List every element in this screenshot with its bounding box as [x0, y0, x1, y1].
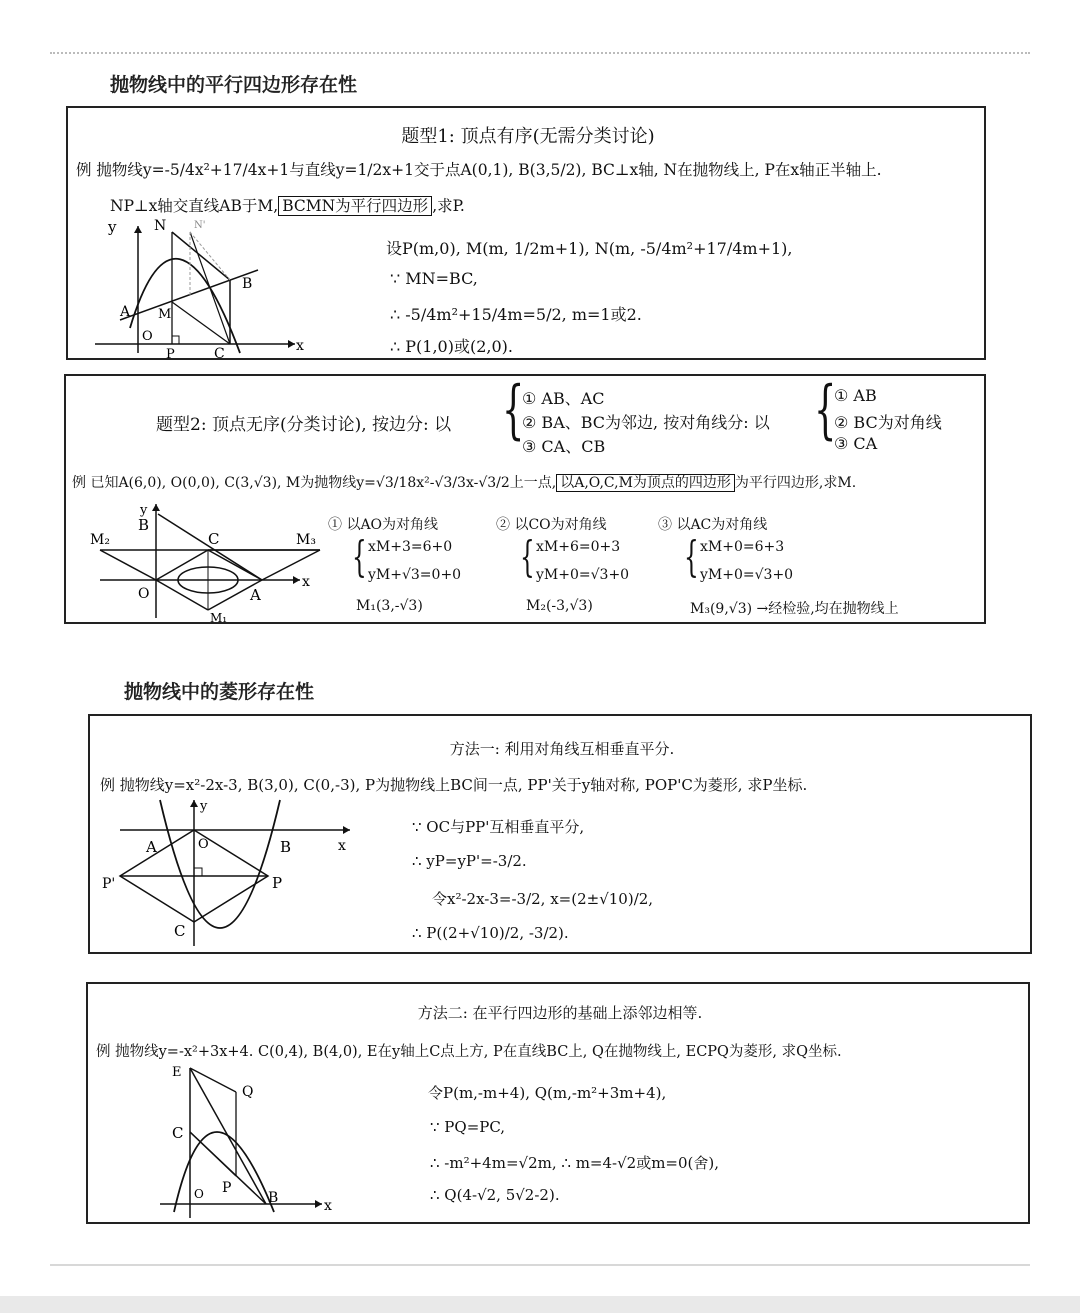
label-m2: M₂ [90, 532, 110, 548]
y-axis-arrow [134, 226, 142, 233]
label-x: x [338, 838, 346, 854]
segment-cb [194, 876, 268, 922]
segment-oc [156, 550, 208, 580]
method2-solution-4: ∴ Q(4-√2, 5√2-2). [430, 1186, 560, 1204]
method1-solution-3: 令x²-2x-3=-3/2, x=(2±√10)/2, [432, 890, 654, 908]
label-a: A [250, 586, 261, 604]
case2-eq1: xM+6=0+3 [536, 539, 621, 555]
x-axis-arrow [343, 826, 350, 834]
label-x: x [324, 1198, 332, 1214]
type2-example [72, 472, 856, 492]
label-m3: M₃ [296, 532, 316, 548]
y-axis-arrow [190, 800, 198, 807]
label-q: Q [242, 1084, 254, 1100]
method1-figure [100, 796, 370, 954]
type1-example-line2 [110, 194, 465, 216]
label-o: O [194, 1187, 204, 1201]
box-method2 [86, 982, 1030, 1224]
label-c: C [174, 922, 186, 940]
type2-text: 题型2: 顶点无序(分类讨论), 按边分: 以 [156, 415, 452, 435]
box-method1 [88, 714, 1032, 954]
top-divider [50, 52, 1030, 54]
case2-result: M₂(-3,√3) [526, 598, 593, 614]
method2-solution-3: ∴ -m²+4m=√2m, ∴ m=4-√2或m=0(舍), [430, 1154, 720, 1172]
diag-option-3: ③ CA [834, 434, 878, 453]
method1-solution-1: ∵ OC与PP'互相垂直平分, [412, 818, 585, 836]
x-axis-arrow [293, 576, 300, 584]
method1-solution-2: ∴ yP=yP'=-3/2. [412, 852, 527, 870]
edge-option-2-text: ② BA、BC为邻边 [522, 413, 654, 432]
type1-title: 题型1: 顶点有序(无需分类讨论) [401, 126, 655, 147]
method2-solution-2: ∵ PQ=PC, [430, 1118, 506, 1136]
label-e: E [172, 1065, 182, 1080]
edge-option-1: ① AB、AC [522, 389, 605, 408]
type1-boxed-condition: BCMN为平行四边形 [278, 196, 432, 216]
segment-nprime-c [190, 232, 230, 344]
segment-ca [208, 550, 262, 580]
case2-brace: { [520, 532, 535, 581]
y-axis-arrow [152, 504, 160, 511]
parabola [160, 800, 283, 928]
label-b: B [268, 1190, 279, 1206]
case3-brace: { [684, 532, 699, 581]
edge-option-2 [522, 410, 770, 433]
method2-title: 方法二: 在平行四边形的基础上添邻边相等. [417, 1004, 703, 1022]
label-c: C [208, 530, 220, 548]
section-heading-parallelogram: 抛物线中的平行四边形存在性 [110, 74, 358, 96]
case1-brace: { [352, 532, 367, 581]
label-p: P [222, 1180, 232, 1196]
label-x: x [296, 338, 304, 354]
x-axis-arrow [288, 340, 295, 348]
section-heading-rhombus: 抛物线中的菱形存在性 [124, 681, 315, 703]
label-p: P [166, 347, 175, 358]
type1-example-line1: 例 抛物线y=-5/4x²+17/4x+1与直线y=1/2x+1交于点A(0,1), B(3,5/2), BC⊥x轴, N在抛物线上, P在x轴正半轴上. [76, 161, 882, 179]
type1-solution-4: ∴ P(1,0)或(2,0). [390, 337, 513, 356]
case3-eq2: yM+0=√3+0 [700, 567, 794, 583]
case3-result: M₃(9,√3) →经检验,均在抛物线上 [690, 601, 899, 617]
label-o: O [138, 586, 150, 602]
type2-example-pre: 例 已知A(6,0), O(0,0), C(3,√3), M为抛物线y=√3/18x²-√3/3x-√3/2上一点, [72, 475, 557, 491]
segment-om1 [156, 580, 208, 610]
label-o: O [142, 329, 153, 344]
x-axis-arrow [315, 1200, 322, 1208]
type1-figure [90, 218, 320, 358]
case2-eq2: yM+0=√3+0 [536, 567, 630, 583]
label-p: P [272, 874, 283, 892]
label-m: M [158, 307, 172, 322]
right-angle-mark [172, 336, 179, 344]
label-pprime: P' [102, 876, 116, 892]
case1-eq2: yM+√3=0+0 [368, 567, 462, 583]
type1-solution-1: 设P(m,0), M(m, 1/2m+1), N(m, -5/4m²+17/4m+1), [386, 239, 793, 258]
label-n: N [154, 218, 167, 234]
label-y: y [108, 218, 117, 236]
type1-solution-3: ∴ -5/4m²+15/4m=5/2, m=1或2. [390, 305, 642, 324]
label-y: y [140, 503, 148, 518]
method1-solution-4: ∴ P((2+√10)/2, -3/2). [412, 924, 569, 942]
method1-example: 例 抛物线y=x²-2x-3, B(3,0), C(0,-3), P为抛物线上BC间一点, PP'关于y轴对称, POP'C为菱形, 求P坐标. [100, 776, 808, 794]
segment-nb [172, 232, 230, 280]
label-a: A [146, 838, 157, 856]
label-m1: M₁ [210, 611, 228, 622]
case1-result: M₁(3,-√3) [356, 598, 423, 614]
segment-m2o [100, 550, 156, 580]
label-y: y [200, 799, 208, 814]
type1-solution-2: ∵ MN=BC, [390, 269, 478, 288]
method2-solution-1: 令P(m,-m+4), Q(m,-m²+3m+4), [428, 1084, 667, 1102]
box-type2 [64, 374, 986, 624]
case1-title: ① 以AO为对角线 [328, 517, 439, 533]
case3-title: ③ 以AC为对角线 [658, 517, 768, 533]
label-c: C [214, 346, 225, 358]
type2-boxed-condition: 以A,O,C,M为顶点的四边形 [556, 474, 735, 492]
diag-text: , 按对角线分: 以 [653, 413, 770, 432]
type2-example-post: 为平行四边形,求M. [734, 475, 857, 491]
brace-diag: { [814, 373, 837, 447]
label-a: A [120, 304, 131, 320]
brace-edge: { [502, 373, 525, 447]
edge-option-3: ③ CA、CB [522, 437, 606, 456]
segment-am3 [262, 550, 320, 580]
type1-example-line2-pre: NP⊥x轴交直线AB于M, [110, 197, 279, 215]
parabola [174, 1132, 274, 1212]
box-type1 [66, 106, 986, 360]
case1-eq1: xM+3=6+0 [368, 539, 453, 555]
segment-nprime-b [190, 232, 230, 280]
diag-option-2: ② BC为对角线 [834, 413, 942, 432]
label-nprime: N' [194, 220, 206, 231]
bottom-divider [50, 1264, 1030, 1266]
line-ab [120, 270, 258, 320]
method2-example: 例 抛物线y=-x²+3x+4. C(0,4), B(4,0), E在y轴上C点上方, P在直线BC上, Q在抛物线上, ECPQ为菱形, 求Q坐标. [96, 1044, 842, 1060]
method1-title: 方法一: 利用对角线互相垂直平分. [449, 740, 675, 758]
case3-eq1: xM+0=6+3 [700, 539, 785, 555]
type1-example-line2-post: ,求P. [432, 197, 465, 215]
method2-figure [154, 1062, 424, 1222]
label-b: B [138, 516, 150, 534]
diag-option-1: ① AB [834, 386, 877, 405]
label-b: B [242, 276, 253, 292]
bottom-strip [0, 1296, 1080, 1313]
label-c: C [172, 1124, 184, 1142]
case2-title: ② 以CO为对角线 [496, 517, 607, 533]
right-angle-mark [194, 868, 202, 876]
label-b: B [280, 838, 292, 856]
label-o: O [198, 837, 209, 852]
label-x: x [302, 574, 310, 590]
